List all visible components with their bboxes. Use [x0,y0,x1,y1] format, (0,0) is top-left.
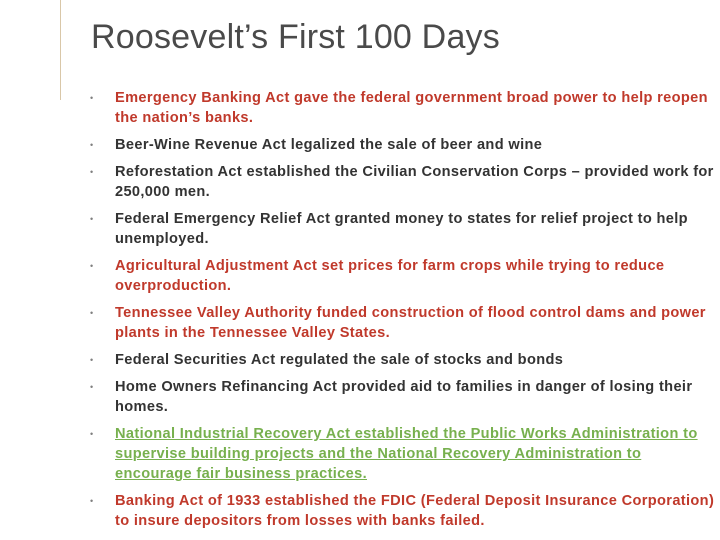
bullet-emergency-banking-act [90,88,716,128]
bullet-dot-icon: • [90,429,94,439]
bullet-text: Federal Emergency Relief Act granted money to states for relief project to help unemployed. [115,211,688,247]
bullet-dot-icon: • [90,261,94,271]
bullet-text: Agricultural Adjustment Act set prices for farm crops while trying to reduce overproduction. [115,258,665,294]
bullet-dot-icon: • [90,214,94,224]
bullet-list [90,88,716,538]
bullet-dot-icon: • [90,93,94,103]
bullet-tennessee-valley-authority [90,303,716,343]
bullet-federal-emergency-relief-act [90,209,716,249]
bullet-dot-icon: • [90,382,94,392]
bullet-agricultural-adjustment-act [90,256,716,296]
bullet-national-industrial-recovery-act[interactable] [90,424,716,484]
title-accent-rule [60,0,61,100]
bullet-dot-icon: • [90,140,94,150]
bullet-link-text[interactable]: National Industrial Recovery Act established the Public Works Administration to supervise building projects and the National Recovery Administration to encourage fair business practices. [115,426,698,482]
bullet-text: Tennessee Valley Authority funded construction of flood control dams and power plants in the Tennessee Valley States. [115,305,706,341]
bullet-federal-securities-act [90,350,716,370]
bullet-text: Emergency Banking Act gave the federal government broad power to help reopen the nation’s banks. [115,90,708,126]
bullet-banking-act-1933 [90,491,716,531]
bullet-text: Reforestation Act established the Civilian Conservation Corps – provided work for 250,000 men. [115,164,714,200]
bullet-dot-icon: • [90,355,94,365]
bullet-text: Federal Securities Act regulated the sale of stocks and bonds [115,352,564,368]
slide-title: Roosevelt’s First 100 Days [91,18,500,56]
bullet-beer-wine-revenue-act [90,135,716,155]
bullet-dot-icon: • [90,308,94,318]
bullet-reforestation-act [90,162,716,202]
bullet-dot-icon: • [90,496,94,506]
bullet-dot-icon: • [90,167,94,177]
bullet-text: Home Owners Refinancing Act provided aid to families in danger of losing their homes. [115,379,693,415]
bullet-text: Banking Act of 1933 established the FDIC (Federal Deposit Insurance Corporation) to insure depositors from losses with banks failed. [115,493,715,529]
bullet-text: Beer-Wine Revenue Act legalized the sale of beer and wine [115,137,543,153]
bullet-home-owners-refinancing-act [90,377,716,417]
